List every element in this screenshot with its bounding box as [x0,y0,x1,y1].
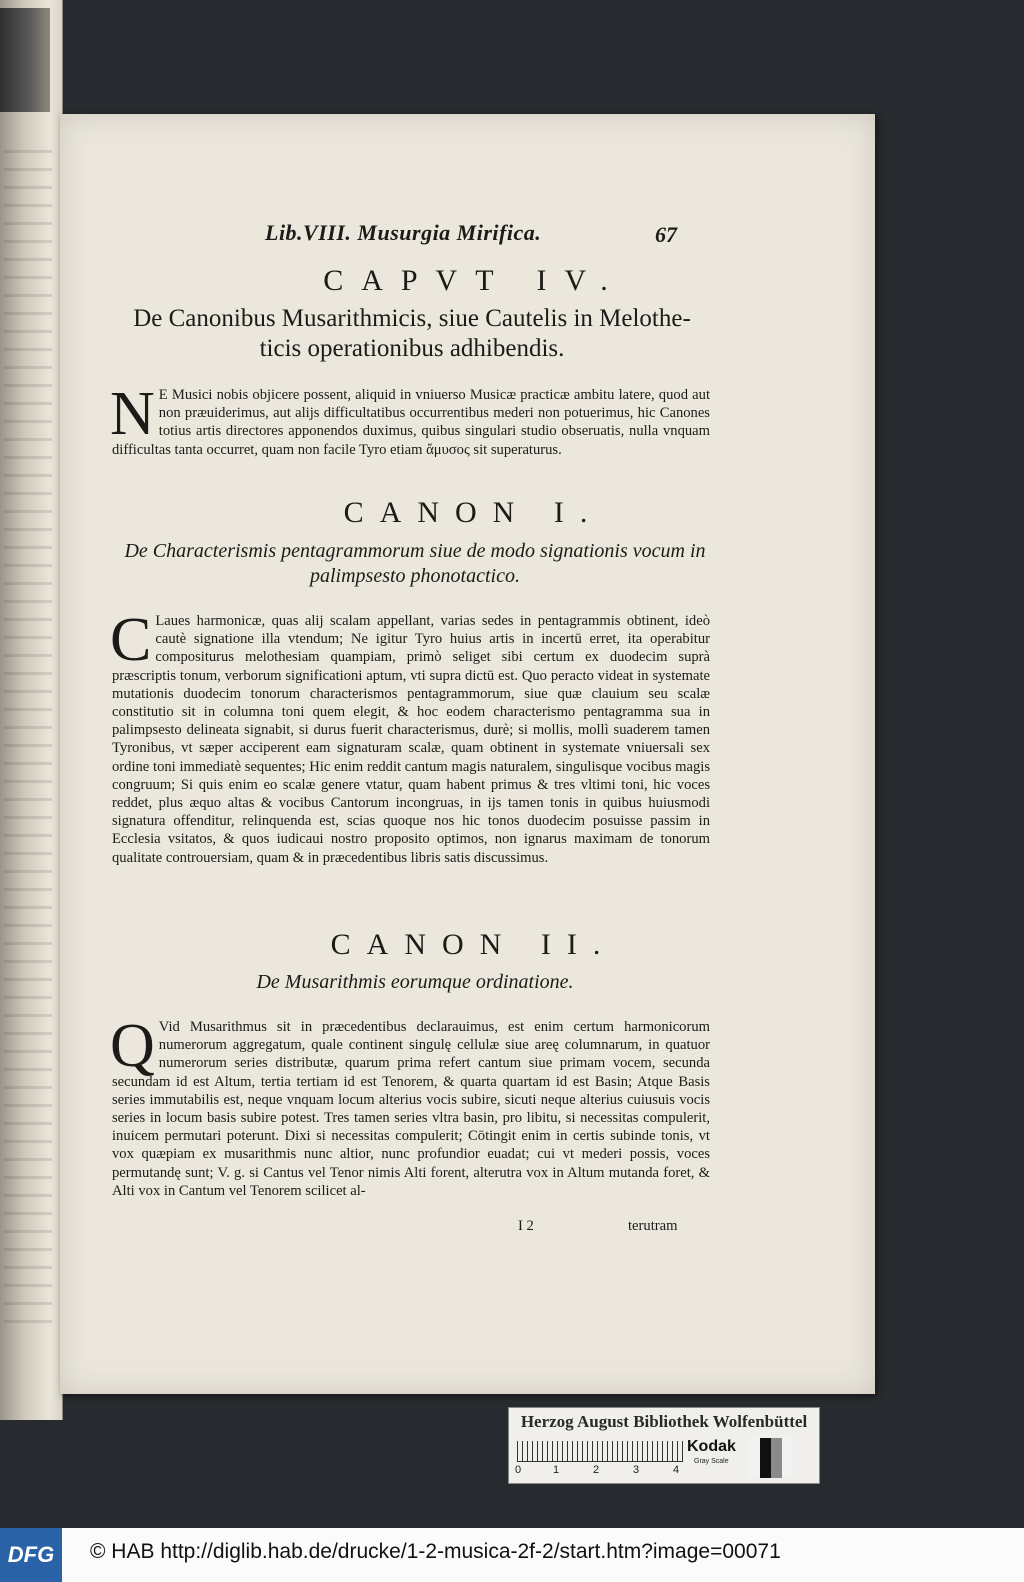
swatch-light [782,1438,793,1478]
chapter-title: CAPVT IV. [323,264,626,297]
dfg-logo: DFG [0,1528,62,1582]
catchword: terutram [628,1218,678,1234]
swatch-black [760,1438,771,1478]
book-page [60,114,875,1394]
left-page-text-ghost [4,150,52,1330]
canon-2-text: Vid Musarithmus sit in præcedentibus declarauimus, est enim certum harmonicorum numerorum aggregatum, quale continent singulę cellulæ siue areę columnarum, in quatuor numerorum series distributæ, quarum prima refert cantum siue primam vocem, secunda secundam id est Altum, tertia tertiam id est Tenorem, & quarta quartam id est Basin; Atque Basis series immutabilis est, neque vnquam locum alterius vocis subire, sicuti neque alterius cuiusuis vocis series in locum basis subire potest. Tres tamen series vltra basin, pro libitu, si necessitas compulerit, inuicem permutari poterunt. Dixi si necessitas compulerit; Cōtingit enim in certis subinde tonis, vt vox quæpiam ex musarithmis nunc altior, nunc profundior euadat; cui vt mederi possis, voces permutandę sunt; V. g. si Cantus vel Tenor nimis Alti forent, alterutra vox in Altum mutanda foret, & Alti vox in Cantum vel Tenorem scilicet al- [112,1019,710,1199]
drop-cap-q: Q [110,1012,155,1080]
canon-2-subtitle: De Musarithmis eorumque ordinatione. [256,971,574,993]
canon-1-subtitle: De Characterismis pentagrammorum siue de modo signationis vocum in palimpsesto phonotactico. [124,540,706,587]
book-spine-shadow [0,8,50,112]
swatch-gray [771,1438,782,1478]
canon-1-title: CANON I. [343,496,604,529]
running-head: Lib.VIII. Musurgia Mirifica. [265,220,542,245]
canon-2-title: CANON II. [330,928,617,961]
drop-cap-n: N [110,380,155,448]
library-name: Herzog August Bibliothek Wolfenbüttel [520,1412,808,1431]
gray-swatches [749,1438,793,1478]
canon-1-paragraph [110,606,710,867]
ruler-number: 3 [633,1464,640,1476]
intro-text: E Musici nobis objicere possent, aliquid in vniuerso Musicæ practicæ ambitu latere, quod aut non præuiderimus, aut alijs difficultatibus occurrentibus mederi non potuerimus, hic Canones totius artis directores apponendos duximus, quibus singulari studio obseruatis, nulla vnquam difficultas tanta occurret, quam non facile Tyro etiam ἄμυσος sit superaturus. [112,387,710,458]
ruler-number: 1 [553,1464,560,1476]
intro-paragraph [110,380,710,459]
ruler-number: 4 [673,1464,680,1476]
drop-cap-c: C [110,606,152,674]
ruler-scale [517,1441,683,1462]
ruler-number: 2 [593,1464,600,1476]
page-number: 67 [655,222,677,247]
footer-bar [0,1528,1024,1582]
ruler-number: 0 [515,1464,522,1476]
library-color-card [508,1407,820,1484]
canon-1-text: Laues harmonicæ, quas alij scalam appellant, varias sedes in pentagrammis obtinent, ideò cautè signatione illa vtendum; Ne igitur Tyro huius artis in incertū erret, ita operabitur compositurus melothesiam quampiam, primò seliget sibi certum ex duodecim suprà præscriptis tonum, verborum significationi aptum, vti supra dictū est. Quo peracto videat in systemate mutationis duodecim tonorum characterismos pentagrammorum, siue quæ clauium seu scalæ constitutio sit in columna toni quem elegit, & hoc eodem characterismo pentagramma sua in palimpsesto delineata signabit, si durus fuerit characterismus, durè; si mollis, mollì suaderem tamen Tyronibus, vt sæper acciperent eam signaturam scalæ, quam obtinent in systemate vniuersali sex ordine toni immediatè sequentes; Hic enim reddit cantum magis naturalem, singulisque vocibus magis congruum; Si quis enim eo scalæ genere vtatur, quam habent primus & tres vltimi toni, hic voces reddet, plus æquo altas & vocibus Cantorum incongruas, in ijs tamen tonis in quibus huiusmodi signatura offenditur, relinquenda est, scias quoque nos hic tonos duodecim posuisse passim in Ecclesia vsitatos, & quos iudicaui nostro proposito optimos, non ignarus maximam de tonorum qualitate controuersiam, quam & in præcedentibus libris satis discussimus. [112,613,710,866]
canon-2-paragraph [110,1012,710,1200]
swatch-white [749,1438,760,1478]
kodak-logo: Kodak [687,1438,736,1455]
left-page-edge [0,0,63,1420]
copyright-url[interactable]: © HAB http://diglib.hab.de/drucke/1-2-musica-2f-2/start.htm?image=00071 [90,1540,781,1563]
signature-mark: I 2 [518,1218,534,1234]
gray-scale-label: Gray Scale [694,1458,729,1465]
chapter-subtitle: De Canonibus Musarithmicis, siue Cautelis in Melothe- ticis operationibus adhibendis. [133,305,691,362]
